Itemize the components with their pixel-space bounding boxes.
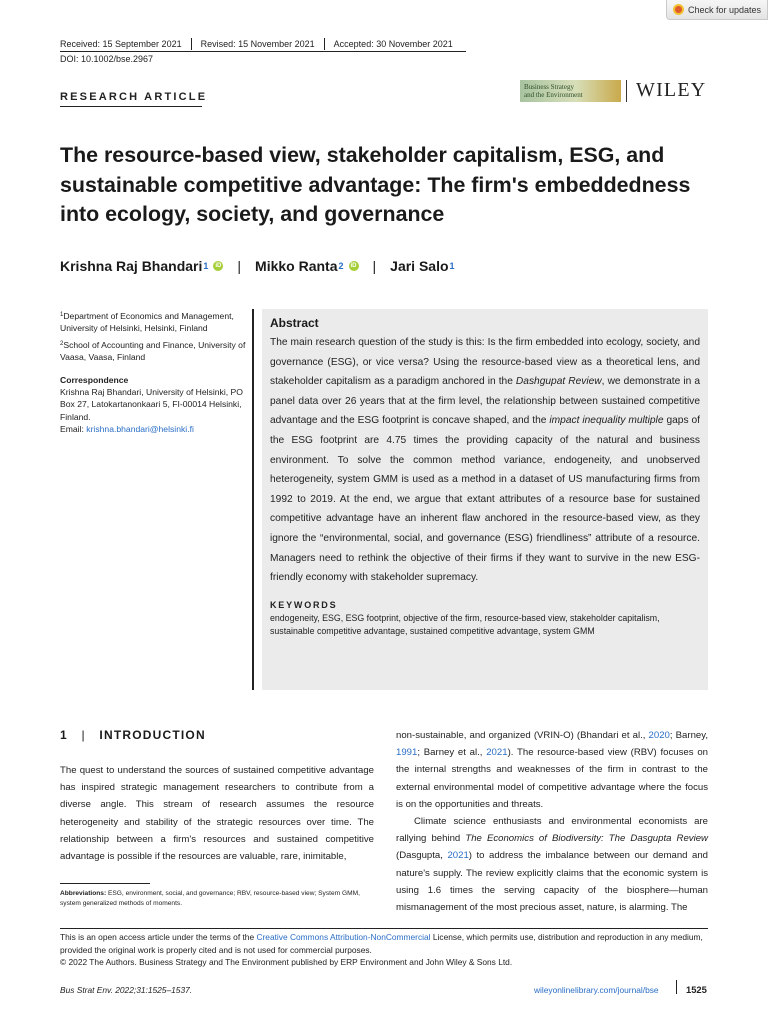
abstract-text: The main research question of the study is this: Is the firm embedded into ecology, society, and governance (ESG), or vice versa? Using the resource-based view as a theoretical lens, and stakeholder capitalism as a paradigm anchored in the Dashgupat Review, we demonstrate in a panel data over 26 years that at the firm level, the relationship between sustained competitive advantage and the ESG footprint is concave shaped, and the impact inequality multiple gaps of the ESG footprint are 4.75 times the providing capacity of the natural and business environment. To solve the common method variance, endogeneity, and unobserved heterogeneity, system GMM is used as a method in a dataset of US manufacturing firms from 1992 to 2019. At the end, we argue that extant attributes of a resource base for sustained competitive advantage have an inherent flaw anchored in the resource-based view, as they ignore the “environmental, social, and governance (ESG) friendliness” attribute of a resource. Managers need to rethink the objective of their firms if they want to survive in the new ESG-friendly economy with stakeholder supremacy.: [270, 337, 700, 584]
paragraph: non-sustainable, and organized (VRIN-O) (Bhandari et al., 2020; Barney, 1991; Barney et al., 2021). The resource-based view (RBV) focuses on the internal strengths and weaknesses of the firm in contrast to the external environmental model of competitive advantage where the focus is on the opportunities and threats.: [396, 730, 708, 810]
email-link[interactable]: krishna.bhandari@helsinki.fi: [86, 424, 194, 435]
journal-logo-line1: Business Strategy: [524, 83, 574, 91]
paragraph: The quest to understand the sources of sustained competitive advantage has inspired strategic management researchers to contribute from a diverse angle. This stream of research assumes the resource heterogeneity and stability of the strategic resources over time. The relationship between a firm's resources and sustained competitive advantage is possible if the resources are valuable, rare, inimitable,: [60, 765, 374, 863]
abstract-heading: Abstract: [270, 316, 319, 330]
abstract-box: [262, 309, 708, 690]
journal-logo[interactable]: [520, 80, 621, 102]
orcid-icon[interactable]: iD: [215, 263, 222, 269]
author-affiliation-ref[interactable]: 1: [203, 261, 209, 271]
journal-logo-line2: and the Environment: [524, 91, 583, 99]
footnote-rule: [60, 883, 150, 884]
keywords: endogeneity, ESG, ESG footprint, objective of the firm, resource-based view, stakeholder capitalism, sustainable competitive advantage, sustained competitive advantage, system GMM: [270, 612, 660, 636]
check-for-updates-button[interactable]: [666, 0, 768, 20]
logo-divider: [626, 80, 627, 102]
citation-link[interactable]: 1991: [396, 747, 418, 759]
citation-link[interactable]: 2021: [486, 747, 508, 759]
license-notice: This is an open access article under the terms of the Creative Commons Attribution-NonCommercial License, which permits use, distribution and reproduction in any medium, provided the original work is properly cited and is not used for commercial purposes. © 2022 The Authors. Business Strategy and The Environment published by ERP Environment and John Wiley & Sons Ltd.: [60, 932, 703, 968]
license-rule: [60, 928, 708, 929]
affiliations: [60, 309, 250, 439]
journal-url-link[interactable]: wileyonlinelibrary.com/journal/bse: [534, 985, 659, 995]
author-list: [60, 258, 455, 274]
author-affiliation-ref[interactable]: 1: [449, 261, 455, 271]
citation-link[interactable]: 2020: [648, 730, 670, 741]
citation-link[interactable]: 2021: [447, 850, 469, 862]
update-icon: [673, 4, 684, 15]
revised-date: Revised: 15 November 2021: [200, 39, 315, 49]
running-footer: Bus Strat Env. 2022;31:1525–1537.: [60, 985, 193, 995]
abstract-rule: [252, 309, 254, 690]
check-for-updates-label: Check for updates: [688, 4, 762, 15]
orcid-icon[interactable]: iD: [350, 263, 357, 269]
author-name[interactable]: Mikko Ranta: [255, 258, 338, 274]
history-dates: [60, 38, 453, 50]
affiliation-1: $^1$Department of Economics and Management, University of Helsinki, Helsinki, Finland: [60, 311, 234, 334]
license-link[interactable]: Creative Commons Attribution-NonCommercial: [256, 932, 431, 942]
author-name[interactable]: Jari Salo: [390, 258, 449, 274]
copyright: © 2022 The Authors. Business Strategy and The Environment published by ERP Environment and John Wiley & Sons Ltd.: [60, 957, 513, 968]
body-right-column: [396, 727, 708, 916]
keywords-heading: KEYWORDS: [270, 599, 338, 610]
author-affiliation-ref[interactable]: 2: [338, 261, 344, 271]
paragraph: Climate science enthusiasts and environmental economists are rallying behind The Economics of Biodiversity: The Dasgupta Review (Dasgupta, 2021) to address the imbalance between our demand and nature's supply. The review explicitly claims that the economic system is using 1.6 times the serving capacity of the biosphere—human mismanagement of the most precious asset, nature, is alarming. The: [396, 816, 708, 914]
correspondence-address: Krishna Raj Bhandari, University of Helsinki, PO Box 27, Latokartanonkaari 5, FI-00014 Helsinki, Finland. Email: krishna.bhandari@helsinki.fi: [60, 387, 243, 435]
publisher-logo[interactable]: WILEY: [636, 79, 707, 101]
correspondence-heading: Correspondence: [60, 374, 129, 385]
page-number: 1525: [686, 984, 707, 995]
accepted-date: Accepted: 30 November 2021: [333, 39, 453, 49]
affiliation-2: $^2$School of Accounting and Finance, University of Vaasa, Vaasa, Finland: [60, 339, 246, 363]
author-separator: |: [237, 258, 242, 274]
doi: DOI: 10.1002/bse.2967: [60, 54, 154, 64]
author-separator: |: [372, 258, 377, 274]
divider: [191, 38, 192, 50]
received-date: Received: 15 September 2021: [60, 39, 182, 49]
abbreviations-footnote: Abbreviations: ESG, environment, social, and governance; RBV, resource-based view; System GMM, system generalized methods of moments.: [60, 890, 360, 907]
divider: [324, 38, 325, 50]
article-type-rule: [60, 106, 202, 107]
section-heading: 1 | INTRODUCTION: [60, 728, 206, 742]
footer-divider: [676, 980, 677, 994]
article-type: RESEARCH ARTICLE: [60, 91, 208, 103]
header-rule: [60, 51, 466, 52]
author-name[interactable]: Krishna Raj Bhandari: [60, 258, 203, 274]
article-title: The resource-based view, stakeholder capitalism, ESG, and sustainable competitive advantage: The firm's embeddedness into ecology, society, and governance: [60, 143, 691, 226]
body-left-column: [60, 762, 374, 865]
